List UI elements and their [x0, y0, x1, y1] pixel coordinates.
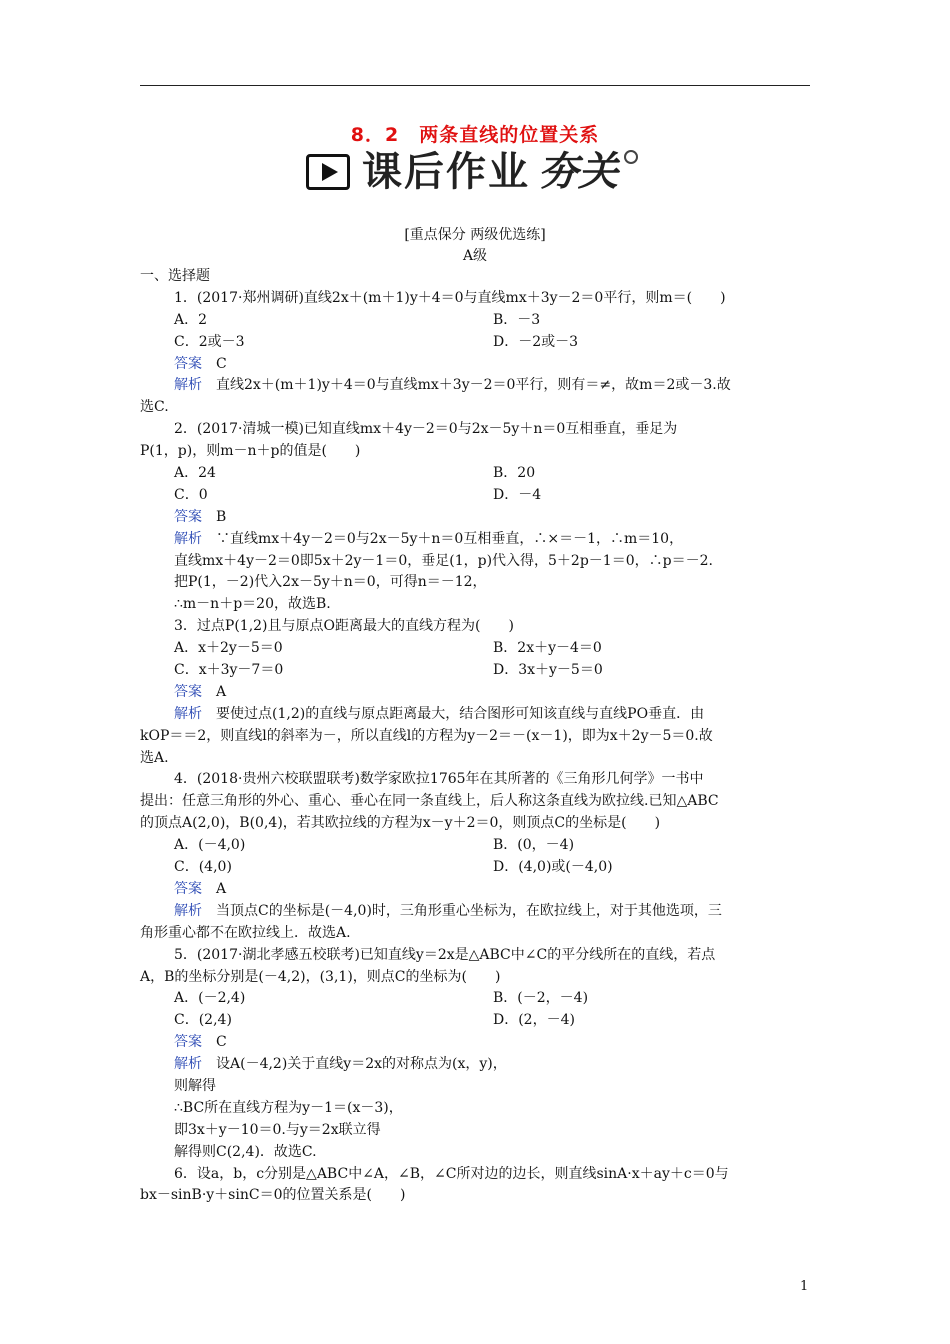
banner-text: 课后作业 — [362, 149, 530, 195]
option-a: A．(－2,4) — [174, 990, 246, 1007]
option-b: B．(0，－4) — [493, 837, 575, 854]
option-d: D．(4,0)或(－4,0) — [493, 859, 613, 876]
analysis-line — [140, 375, 812, 397]
analysis-text: 当顶点C的坐标是(－4,0)时，三角形重心坐标为，在欧拉线上，对于其他选项，三 — [216, 902, 722, 919]
answer-line — [140, 354, 812, 376]
answer-line — [140, 879, 812, 901]
analysis-line — [140, 704, 812, 726]
section-heading: 一、选择题 — [140, 268, 210, 284]
analysis-text: 直线mx＋4y－2＝0即5x＋2y－1＝0，垂足(1，p)代入得，5＋2p－1＝0，∴p＝－2. — [174, 552, 713, 569]
level-heading: A级 — [462, 248, 488, 264]
analysis-text: 选C. — [140, 399, 169, 416]
answer-value: B — [216, 508, 227, 525]
analysis-label: 解析 — [174, 1056, 202, 1073]
analysis-text: 直线2x＋(m＋1)y＋4＝0与直线mx＋3y－2＝0平行，则有＝≠，故m＝2或－3.故 — [216, 377, 731, 394]
option-c: C．2或－3 — [174, 333, 245, 350]
option-c: C．(2,4) — [174, 1012, 232, 1029]
options-row — [140, 310, 812, 332]
question-stem: 1．(2017·郑州调研)直线2x＋(m＋1)y＋4＝0与直线mx＋3y－2＝0平行，则m＝( ) — [174, 289, 726, 306]
options-row — [140, 1010, 812, 1032]
answer-line — [140, 1032, 812, 1054]
analysis-text: ∵直线mx＋4y－2＝0与2x－5y＋n＝0互相垂直，∴×＝－1，∴m＝10， — [216, 530, 684, 547]
analysis-label: 解析 — [174, 377, 202, 394]
analysis-label: 解析 — [174, 705, 202, 722]
answer-label: 答案 — [174, 1034, 202, 1051]
option-a: A．2 — [174, 311, 208, 328]
answer-value: C — [216, 355, 227, 372]
answer-value: C — [216, 1034, 227, 1051]
option-a: A．(－4,0) — [174, 837, 246, 854]
analysis-text: 要使过点(1,2)的直线与原点距离最大，结合图形可知该直线与直线PO垂直．由 — [216, 705, 705, 722]
answer-label: 答案 — [174, 355, 202, 372]
option-c: C．0 — [174, 486, 208, 503]
question-stem: 提出：任意三角形的外心、重心、垂心在同一条直线上，后人称这条直线为欧拉线.已知△ABC — [140, 793, 719, 810]
analysis-text: kOP＝＝2，则直线l的斜率为－，所以直线l的方程为y－2＝－(x－1)，即为x＋2y－5＝0.故 — [140, 727, 713, 744]
page-number: 1 — [800, 1279, 809, 1294]
question-stem: A，B的坐标分别是(－4,2)，(3,1)，则点C的坐标为( ) — [140, 968, 501, 985]
question-stem: P(1，p)，则m－n＋p的值是( ) — [140, 443, 361, 460]
page-title: 8．2 两条直线的位置关系 — [350, 124, 600, 146]
question-stem: bx－sinB·y＋sinC＝0的位置关系是( ) — [140, 1187, 406, 1204]
question-stem: 2．(2017·清城一模)已知直线mx＋4y－2＝0与2x－5y＋n＝0互相垂直，垂足为 — [174, 421, 678, 438]
options-row — [140, 857, 812, 879]
question-stem: 4．(2018·贵州六校联盟联考)数学家欧拉1765年在其所著的《三角形几何学》一书中 — [174, 771, 704, 788]
options-row — [140, 638, 812, 660]
analysis-line — [140, 529, 812, 551]
option-d: D．(2，－4) — [493, 1012, 575, 1029]
question-stem: 的顶点A(2,0)，B(0,4)，若其欧拉线的方程为x－y＋2＝0，则顶点C的坐标是( ) — [140, 815, 661, 832]
answer-label: 答案 — [174, 880, 202, 897]
analysis-label: 解析 — [174, 902, 202, 919]
option-b: B．(－2，－4) — [493, 990, 589, 1007]
analysis-text: ∴m－n＋p＝20，故选B. — [174, 596, 331, 613]
question-content — [140, 266, 812, 1207]
options-row — [140, 988, 812, 1010]
analysis-text: 选A. — [140, 749, 169, 766]
question-stem: 3．过点P(1,2)且与原点O距离最大的直线方程为( ) — [174, 618, 514, 635]
options-row — [140, 485, 812, 507]
analysis-text: 把P(1，－2)代入2x－5y＋n＝0，可得n＝－12， — [174, 574, 487, 591]
subtitle: [重点保分 两级优选练] — [404, 227, 546, 243]
option-b: B．－3 — [493, 311, 541, 328]
analysis-label: 解析 — [174, 530, 202, 547]
options-row — [140, 835, 812, 857]
answer-line — [140, 682, 812, 704]
header-rule — [140, 85, 810, 86]
homework-banner — [306, 148, 651, 198]
option-c: C．(4,0) — [174, 859, 232, 876]
analysis-text: 即3x＋y－10＝0.与y＝2x联立得 — [174, 1121, 381, 1138]
analysis-text: 则解得 — [174, 1077, 216, 1094]
option-d: D．－2或－3 — [493, 333, 579, 350]
option-a: A．x＋2y－5＝0 — [174, 640, 283, 657]
question-stem: 5．(2017·湖北孝感五校联考)已知直线y＝2x是△ABC中∠C的平分线所在的直线，若点 — [174, 946, 716, 963]
option-c: C．x＋3y－7＝0 — [174, 662, 284, 679]
options-row — [140, 660, 812, 682]
analysis-text: 解得则C(2,4)．故选C. — [174, 1143, 317, 1160]
option-d: D．－4 — [493, 486, 542, 503]
option-b: B．20 — [493, 465, 536, 482]
option-b: B．2x＋y－4＝0 — [493, 640, 602, 657]
options-row — [140, 463, 812, 485]
analysis-text: 角形重心都不在欧拉线上．故选A. — [140, 924, 351, 941]
option-a: A．24 — [174, 465, 216, 482]
options-row — [140, 332, 812, 354]
seal-icon — [624, 150, 638, 164]
answer-label: 答案 — [174, 683, 202, 700]
analysis-text: 设A(－4,2)关于直线y＝2x的对称点为(x，y)， — [216, 1056, 507, 1073]
answer-line — [140, 507, 812, 529]
answer-label: 答案 — [174, 508, 202, 525]
answer-value: A — [216, 683, 227, 700]
analysis-line — [140, 901, 812, 923]
play-icon — [306, 154, 350, 190]
option-d: D．3x＋y－5＝0 — [493, 662, 603, 679]
answer-value: A — [216, 880, 227, 897]
analysis-text: ∴BC所在直线方程为y－1＝(x－3)， — [174, 1099, 403, 1116]
analysis-line — [140, 1054, 812, 1076]
banner-logo: 夯关 — [538, 149, 618, 195]
question-stem: 6．设a，b，c分别是△ABC中∠A，∠B，∠C所对边的边长，则直线sinA·x＋ay＋c＝0与 — [174, 1165, 729, 1182]
